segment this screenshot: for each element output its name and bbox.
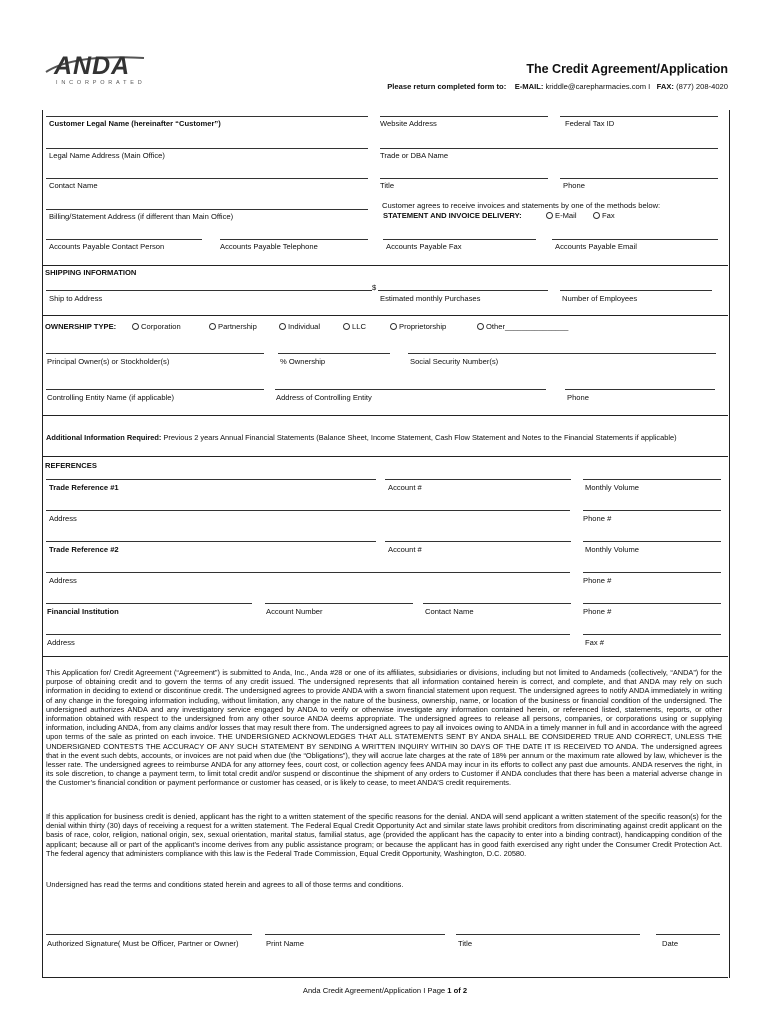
ap-email-field[interactable] [552,239,718,240]
sig-date-label: Date [662,939,679,948]
radio-icon [343,323,350,330]
ship-to-field[interactable] [46,290,372,291]
logo-name: ANDA [54,52,131,80]
ssn-field[interactable] [408,353,716,354]
ownership-option-corporation[interactable] [132,322,181,331]
trade1-address-label: Address [49,514,77,523]
employees-field[interactable] [560,290,712,291]
footer-page: 1 of 2 [447,986,468,995]
references-heading: REFERENCES [45,461,97,470]
fin-account-label: Account Number [266,607,323,616]
ownership-option-label: Corporation [141,322,181,331]
percent-ownership-field[interactable] [278,353,390,354]
title-field[interactable] [380,178,548,179]
anda-logo [44,50,154,90]
controlling-phone-label: Phone [567,393,589,402]
phone-field[interactable] [560,178,718,179]
trade2-phone-field[interactable] [583,572,721,573]
form-title: The Credit Agreement/Application [526,62,728,76]
trade2-phone-label: Phone # [583,576,612,585]
divider [42,656,728,657]
trade2-label: Trade Reference #2 [49,545,119,554]
radio-icon [132,323,139,330]
dollar-sign: $ [372,283,377,292]
ownership-option-proprietorship[interactable] [390,322,446,331]
fax-label: FAX: [656,82,674,91]
print-name-field[interactable] [265,934,445,935]
federal-tax-field[interactable] [560,116,718,117]
sig-title-field[interactable] [456,934,640,935]
trade-dba-field[interactable] [380,148,718,149]
delivery-email-option[interactable] [546,211,577,220]
radio-icon [209,323,216,330]
divider [42,415,728,416]
fin-address-field[interactable] [46,634,570,635]
radio-icon [390,323,397,330]
signature-label: Authorized Signature( Must be Officer, Partner or Owner) [47,939,239,948]
fin-fax-field[interactable] [583,634,721,635]
ssn-label: Social Security Number(s) [410,357,499,366]
signature-field[interactable] [46,934,252,935]
controlling-address-label: Address of Controlling Entity [276,393,372,402]
fin-contact-label: Contact Name [425,607,474,616]
controlling-phone-field[interactable] [565,389,715,390]
radio-icon [546,212,553,219]
title-label: Title [380,181,395,190]
fin-phone-label: Phone # [583,607,612,616]
trade2-account-field[interactable] [385,541,571,542]
ap-contact-label: Accounts Payable Contact Person [49,242,165,251]
fax-value: (877) 208-4020 [676,82,728,91]
trade2-address-field[interactable] [46,572,570,573]
return-text: Please return completed form to: [387,82,507,91]
radio-icon [279,323,286,330]
delivery-email-label: E-Mail [555,211,577,220]
fin-address-label: Address [47,638,75,647]
logo-tagline: INCORPORATED [56,80,146,86]
controlling-name-label: Controlling Entity Name (if applicable) [47,393,175,402]
delivery-agreement-text: Customer agrees to receive invoices and statements by one of the methods below: [382,201,661,210]
trade1-name-field[interactable] [46,479,376,480]
ownership-option-label: Individual [288,322,321,331]
fin-fax-label: Fax # [585,638,604,647]
website-label: Website Address [380,119,437,128]
controlling-address-field[interactable] [275,389,546,390]
delivery-fax-label: Fax [602,211,615,220]
divider [42,977,728,978]
federal-tax-label: Federal Tax ID [565,119,615,128]
trade2-account-label: Account # [388,545,422,554]
trade2-address-label: Address [49,576,77,585]
trade1-phone-field[interactable] [583,510,721,511]
ownership-option-label: LLC [352,322,366,331]
trade2-volume-label: Monthly Volume [585,545,640,554]
terms-paragraph-1: This Application for/ Credit Agreement (“Agreement”) is submitted to Anda, Inc., Anda #28 or one of its affiliates, subsidiaries or divisions, including but not limited to Andameds (collectively, “ANDA”) for the purpose of obtaining credit and to govern the terms of any credit issued. The undersigned represents that all information contained herein is correct, and complete, and that ANDA may rely on such information in deciding to extend or discontinue credit. The undersigned agrees to provide ANDA with a sworn financial statement upon request. The undersigned agrees to notify ANDA immediately in writing of any change in the foregoing information including, without limitation, any change in the nature of the business, ownership, name, or location of the business or financial condition of the undersigned. The undersigned authorizes ANDA and any investigatory service engaged by ANDA to verify or otherwise investigate any information contained herein, or referenced listed, statements, reports, or other information obtained with respect to the undersigned from any other source ANDA deems appropriate. The undersigned agrees to release all persons, companies, or corporations using or supplying information, including ANDA, from any claims and/or losses that may result there from. The undersigned agrees to pay all invoices owing to ANDA in a timely manner in full and in accordance with the agreed upon terms of the sale as printed on each invoice. THE UNDERSIGNED ACKNOWLEDGES THAT ALL STATEMENTS SENT BY ANDA SHALL BE CONSIDERED TRUE AND CORRECT, UNLESS THE UNDERSIGNED CONTESTS THE ACCURACY OF ANY SUCH STATEMENT BY SENDING A WRITTEN INQUIRY WITHIN 30 DAYS OF THE DATE IT IS RECEIVED TO ANDA. The undersigned agrees that in the event such debts, accounts, or invoices are not paid when due (the “Obligations”), they will accrue late charges at the rate of 18% per annum or the maximum rate allowed by law, whichever is the lesser rate. The undersigned agrees to reimburse ANDA for any attorney fees, court cost, or collection agency fees ANDA may incur in its efforts to collect any past due amounts. ANDA reserves the right, in its sole discretion, to change a payment term, to limit total credit and/or suspend or discontinue the shipment of any orders to Customer if ANDA concludes that there has been a material adverse change in the Customer’s financial condition or payment performance or customer has ceased, or is likely to cease, to meet ANDA’S credit requirements. [46,668,722,788]
print-name-label: Print Name [266,939,304,948]
contact-name-label: Contact Name [49,181,98,190]
ownership-option-label: Partnership [218,322,257,331]
ap-fax-field[interactable] [383,239,536,240]
controlling-name-field[interactable] [46,389,264,390]
terms-paragraph-2: If this application for business credit is denied, applicant has the right to a written statement of the specific reasons for the denial. ANDA will send applicant a written statement of the specific reason(s) for the denial within thirty (30) days of receiving a request for a written statement. The Federal Equal Credit Opportunity Act and similar state laws prohibit creditors from discriminating against credit applicant on the basis of race, color, religion, national origin, sex, sexual orientation, marital status, familial status, age (provided the applicant has the capacity to enter into a binding contract), handicapping condition of the applicant; because all or part of the applicant’s income derives from any public assistance program; or because the applicant has in good faith exercised any right under the Consumer Credit Protection Act. The federal agency that administers compliance with this law is the Federal Trade Commission, Equal Credit Opportunity, Washington, D.C. 20580. [46,812,722,858]
footer-text: Anda Credit Agreement/Application I Page [302,986,448,995]
ship-to-label: Ship to Address [49,294,103,303]
trade2-volume-field[interactable] [583,541,721,542]
ownership-option-individual[interactable] [279,322,320,331]
radio-icon [593,212,600,219]
sig-title-label: Title [458,939,473,948]
trade1-phone-label: Phone # [583,514,612,523]
divider [42,456,728,457]
principal-owner-field[interactable] [46,353,264,354]
ap-phone-label: Accounts Payable Telephone [220,242,318,251]
email-value[interactable]: kriddle@carepharmacies.com I [545,82,651,91]
delivery-fax-option[interactable] [593,211,615,220]
billing-address-label: Billing/Statement Address (if different than Main Office) [49,212,234,221]
footer [0,986,770,995]
fin-inst-label: Financial Institution [47,607,119,616]
terms-paragraph-3: Undersigned has read the terms and conditions stated herein and agrees to all of those terms and conditions. [46,880,404,889]
sig-date-field[interactable] [656,934,720,935]
customer-legal-name-label: Customer Legal Name (hereinafter “Customer”) [49,119,221,128]
ownership-label: OWNERSHIP TYPE: [45,322,117,331]
ownership-option-other[interactable] [477,322,568,331]
fin-contact-field[interactable] [423,603,571,604]
website-field[interactable] [380,116,548,117]
estimated-purchases-label: Estimated monthly Purchases [380,294,481,303]
legal-address-label: Legal Name Address (Main Office) [49,151,165,160]
ap-contact-field[interactable] [46,239,202,240]
trade1-volume-label: Monthly Volume [585,483,640,492]
additional-info [46,433,677,442]
ap-fax-label: Accounts Payable Fax [386,242,462,251]
trade1-volume-field[interactable] [583,479,721,480]
return-line [387,82,728,91]
delivery-label: STATEMENT AND INVOICE DELIVERY: [383,211,522,220]
trade-dba-label: Trade or DBA Name [380,151,449,160]
trade1-account-label: Account # [388,483,422,492]
trade1-account-field[interactable] [385,479,571,480]
ownership-option-llc[interactable] [343,322,366,331]
fin-inst-field[interactable] [46,603,252,604]
phone-label: Phone [563,181,585,190]
ownership-option-partnership[interactable] [209,322,257,331]
contact-name-field[interactable] [46,178,368,179]
shipping-heading: SHIPPING INFORMATION [45,268,137,277]
legal-name-field[interactable] [46,116,368,117]
billing-address-field[interactable] [46,209,368,210]
trade1-label: Trade Reference #1 [49,483,119,492]
ownership-option-label: Proprietorship [399,322,447,331]
ap-email-label: Accounts Payable Email [555,242,637,251]
estimated-purchases-field[interactable] [378,290,548,291]
legal-address-field[interactable] [46,148,368,149]
email-label: E-MAIL: [514,82,544,91]
additional-info-label: Additional Information Required: [46,433,162,442]
radio-icon [477,323,484,330]
divider [42,315,728,316]
principal-owner-label: Principal Owner(s) or Stockholder(s) [47,357,170,366]
percent-ownership-label: % Ownership [280,357,326,366]
fin-phone-field[interactable] [583,603,721,604]
trade1-address-field[interactable] [46,510,570,511]
fin-account-field[interactable] [265,603,413,604]
employees-label: Number of Employees [562,294,638,303]
trade2-name-field[interactable] [46,541,376,542]
divider [42,265,728,266]
ap-phone-field[interactable] [220,239,368,240]
ownership-option-label: Other_______________ [486,322,569,331]
additional-info-text: Previous 2 years Annual Financial Statements (Balance Sheet, Income Statement, Cash Flow Statement and Notes to the Financial Statements if applicable) [161,433,677,442]
